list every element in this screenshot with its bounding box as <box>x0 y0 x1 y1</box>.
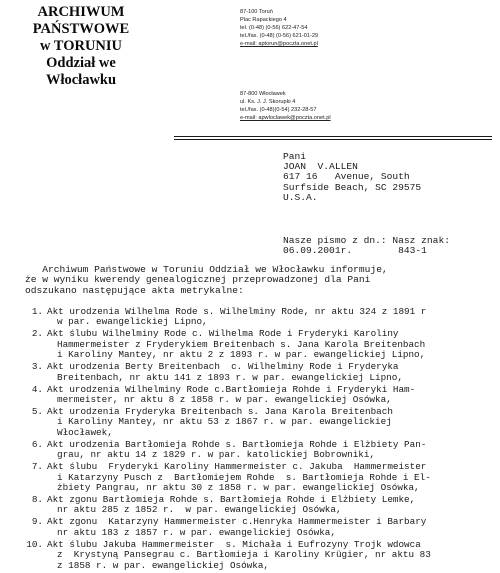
institution-line: ARCHIWUM <box>37 4 125 20</box>
record-line: Akt urodzenia Berty Breitenbach c. Wilhelminy Rode i Fryderyka <box>47 361 399 373</box>
fax-line: tel./fax. (0-48)(0-54) 232-28-57 <box>240 107 317 113</box>
institution-line: Włocławku <box>45 72 117 88</box>
intro-paragraph <box>25 265 495 296</box>
intro-line: Archiwum Państwowe w Toruniu Oddział we Włocławku informuje, <box>25 264 388 275</box>
record-item <box>20 517 496 538</box>
record-line: Akt ślubu Fryderyki Karoliny Hammermeister c. Jakuba Hammermeister <box>47 461 427 473</box>
record-number: 2. <box>31 328 43 340</box>
letterhead-divider <box>174 136 492 137</box>
record-line: Akt zgonu Katarzyny Hammermeister c.Henryka Hammermeister i Barbary <box>47 516 427 528</box>
letterhead-divider <box>174 139 492 140</box>
record-item <box>20 540 496 571</box>
record-number: 6. <box>31 438 43 450</box>
record-line: Akt zgonu Bartłomieja Rohde s. Bartłomieja Rohde i Elżbiety Lemke, <box>47 494 416 506</box>
recipient-line: JOAN V.ALLEN <box>283 161 358 173</box>
record-line: i Karoliny Mantey, nr aktu 2 z 1893 r. w par. ewangelickiej Lipno, <box>57 349 426 361</box>
record-number: 8. <box>31 494 43 506</box>
recipient-line: 617 16 Avenue, South <box>283 171 410 183</box>
reference-block <box>283 236 450 256</box>
record-line: Akt urodzenia Fryderyka Breitenbach s. Jana Karola Breitenbach <box>47 406 393 418</box>
record-line: i Karoliny Mantey, nr aktu 53 z 1867 r. w par. ewangelickiej <box>57 416 392 428</box>
intro-line: że w wyniku kwerendy genealogicznej przeprowadzonej dla Pani <box>25 274 371 286</box>
record-line: z 1858 r. w par. ewangelickiej Osówka, <box>57 559 270 571</box>
record-number: 3. <box>31 361 43 373</box>
record-line: mermeister, nr aktu 8 z 1858 r. w par. ewangelickiej Osówka, <box>57 394 392 406</box>
institution-name <box>6 4 156 89</box>
email-link[interactable]: e-mail: aptorun@poczta.onet.pl <box>240 41 318 47</box>
record-line: grau, nr aktu 14 z 1829 r. w par. katolickiej Bobrowniki, <box>57 449 376 461</box>
record-item <box>20 329 496 360</box>
record-number: 10. <box>26 538 43 550</box>
record-line: Hammermeister z Fryderykiem Breitenbach s. Jana Karola Breitenbach <box>57 338 426 350</box>
record-line: Breitenbach, nr aktu 141 z 1893 r. w par. ewangelickiej Lipno, <box>57 371 403 383</box>
intro-line: odszukano następujące akta metrykalne: <box>25 284 244 296</box>
record-line: Włocławek, <box>57 426 113 438</box>
record-number: 5. <box>31 406 43 418</box>
record-number: 7. <box>31 461 43 473</box>
record-number: 4. <box>31 383 43 395</box>
records-list <box>20 307 496 573</box>
record-line: w par. ewangelickiej Lipno, <box>57 316 208 328</box>
record-line: Akt urodzenia Bartłomieja Rohde s. Bartłomieja Rohde i Elżbiety Pan- <box>47 438 427 450</box>
email-link[interactable]: e-mail: apwloclawek@poczta.onet.pl <box>240 115 331 121</box>
address-line: Plac Rapackiego 4 <box>240 17 287 23</box>
recipient-line: U.S.A. <box>283 191 318 203</box>
record-line: i Katarzyny Pusch z Bartłomiejem Rohde s. Bartłomieja Rohde i El- <box>57 471 431 483</box>
address-line: ul. Ks. J. J. Skorupki 4 <box>240 99 296 105</box>
record-line: nr aktu 183 z 1857 r. w par. ewangelickiej Osówka, <box>57 526 336 538</box>
phone-line: tel. (0-48) (0-56) 622-47-54 <box>240 25 308 31</box>
record-item <box>20 440 496 461</box>
record-line: żbiety Pangrau, nr aktu 30 z 1858 r. w par. ewangelickiej Osówka, <box>57 482 420 494</box>
record-item <box>20 495 496 516</box>
reference-header: Nasze pismo z dn.: Nasz znak: <box>283 235 450 246</box>
record-line: Akt ślubu Wilhelminy Rode c. Wilhelma Rode i Fryderyki Karoliny <box>47 328 399 340</box>
institution-line: w TORUNIU <box>39 38 123 54</box>
institution-line: Oddział we <box>46 55 116 71</box>
record-line: Akt urodzenia Wilhelminy Rode c.Bartłomieja Rohde i Fryderyki Ham- <box>47 383 416 395</box>
record-item <box>20 307 496 328</box>
recipient-address <box>283 152 421 203</box>
record-number: 9. <box>31 516 43 528</box>
torun-contact-block <box>240 8 390 48</box>
record-item <box>20 462 496 493</box>
reference-values: 06.09.2001r. 843-1 <box>283 245 427 257</box>
address-line: 87-100 Toruń <box>240 9 273 15</box>
record-line: nr aktu 285 z 1852 r. w par. ewangelickiej Osówka, <box>57 504 342 516</box>
fax-line: tel./fax. (0-48) (0-56) 621-01-29 <box>240 33 319 39</box>
record-number: 1. <box>31 306 43 317</box>
recipient-line: Surfside Beach, SC 29575 <box>283 181 422 193</box>
institution-line: PAŃSTWOWE <box>32 21 130 37</box>
record-line: Akt ślubu Jakuba Hammermeister s. Michała i Eufrozyny Trojk wdowca <box>47 538 421 550</box>
record-item <box>20 362 496 383</box>
recipient-line: Pani <box>283 151 307 162</box>
record-item <box>20 385 496 406</box>
wloclawek-contact-block <box>240 90 390 122</box>
record-item <box>20 407 496 438</box>
record-line: z Krystyną Pansegrau c. Bartłomieja i Karoliny Krügier, nr aktu 83 <box>57 549 431 561</box>
record-line: Akt urodzenia Wilhelma Rode s. Wilhelminy Rode, nr aktu 324 z 1891 r <box>47 306 427 317</box>
address-line: 87-800 Włocławek <box>240 91 286 97</box>
